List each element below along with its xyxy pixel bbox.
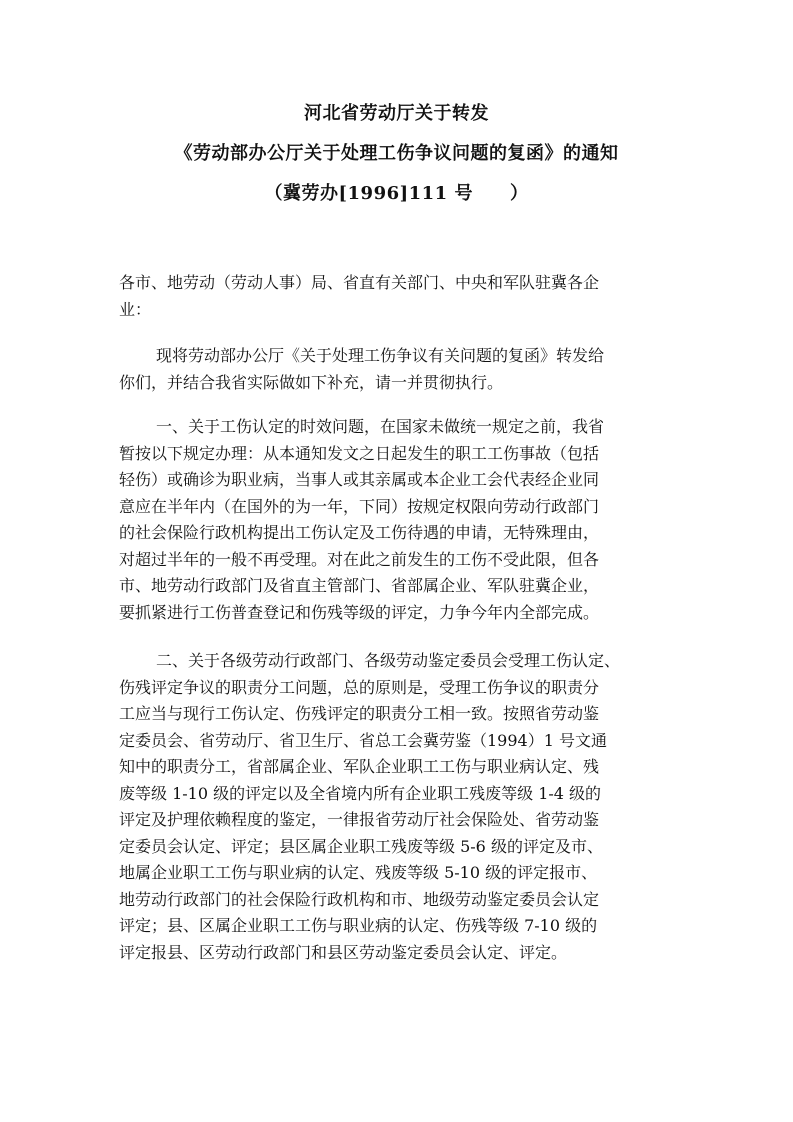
document-number: （冀劳办[1996]111 号 ） — [264, 183, 529, 204]
paragraph-line: 现将劳动部办公厅《关于处理工伤争议有关问题的复函》转发给 — [156, 346, 605, 365]
paragraph-line: 业： — [119, 299, 152, 319]
title-line: 河北省劳动厅关于转发 — [304, 103, 489, 124]
paragraph-line: 对超过半年的一般不再受理。对在此之前发生的工伤不受此限，但各 — [119, 549, 600, 569]
paragraph-line: 废等级 1-10 级的评定以及全省境内所有企业职工残废等级 1-4 级的 — [119, 783, 602, 803]
document-body — [119, 270, 679, 966]
paragraph-line: 意应在半年内（在国外的为一年，下同）按规定权限向劳动行政部门 — [119, 496, 600, 516]
paragraph-line: 评定；县、区属企业职工工伤与职业病的认定、伤残等级 7-10 级的 — [119, 916, 598, 935]
intro-paragraph — [119, 343, 679, 396]
paragraph-line: 地劳动行政部门的社会保险行政机构和市、地级劳动鉴定委员会认定 — [119, 889, 600, 909]
salutation-paragraph — [119, 270, 679, 323]
paragraph-line: 知中的职责分工，省部属企业、军队企业职工工伤与职业病认定、残 — [119, 757, 600, 776]
paragraph-line: 的社会保险行政机构提出工伤认定及工伤待遇的申请，无特殊理由， — [119, 523, 600, 542]
paragraph-line: 定委员会、省劳动厅、省卫生厅、省总工会冀劳鉴（1994）1 号文通 — [119, 730, 607, 750]
paragraph-line: 工应当与现行工伤认定、伤残评定的职责分工相一致。按照省劳动鉴 — [119, 704, 600, 723]
paragraph-line: 你们，并结合我省实际做如下补充，请一并贯彻执行。 — [119, 372, 504, 392]
paragraph-line: 地属企业职工工伤与职业病的认定、残废等级 5-10 级的评定报市、 — [119, 863, 598, 882]
paragraph-line: 轻伤）或确诊为职业病，当事人或其亲属或本企业工会代表经企业同 — [119, 470, 600, 489]
paragraph-line: 伤残评定争议的职责分工问题，总的原则是，受理工伤争议的职责分 — [119, 677, 600, 697]
document-title — [0, 94, 793, 214]
title-line: 《劳动部办公厅关于处理工伤争议问题的复函》的通知 — [174, 143, 619, 164]
paragraph-line: 评定及护理依赖程度的鉴定，一律报省劳动厅社会保险处、省劳动鉴 — [119, 810, 600, 829]
paragraph-line: 暂按以下规定办理：从本通知发文之日起发生的职工工伤事故（包括 — [119, 443, 600, 463]
paragraph-line: 市、地劳动行政部门及省直主管部门、省部属企业、军队驻冀企业， — [119, 576, 600, 595]
paragraph-line: 二、关于各级劳动行政部门、各级劳动鉴定委员会受理工伤认定、 — [156, 651, 621, 670]
section-one-paragraph — [119, 414, 679, 626]
paragraph-line: 定委员会认定、评定；县区属企业职工残废等级 5-6 级的评定及市、 — [119, 836, 603, 856]
paragraph-line: 要抓紧进行工伤普查登记和伤残等级的评定，力争今年内全部完成。 — [119, 602, 600, 622]
paragraph-line: 各市、地劳动（劳动人事）局、省直有关部门、中央和军队驻冀各企 — [119, 273, 600, 292]
paragraph-line: 一、关于工伤认定的时效问题，在国家未做统一规定之前，我省 — [156, 417, 605, 436]
paragraph-line: 评定报县、区劳动行政部门和县区劳动鉴定委员会认定、评定。 — [119, 942, 568, 962]
section-two-paragraph — [119, 648, 679, 966]
